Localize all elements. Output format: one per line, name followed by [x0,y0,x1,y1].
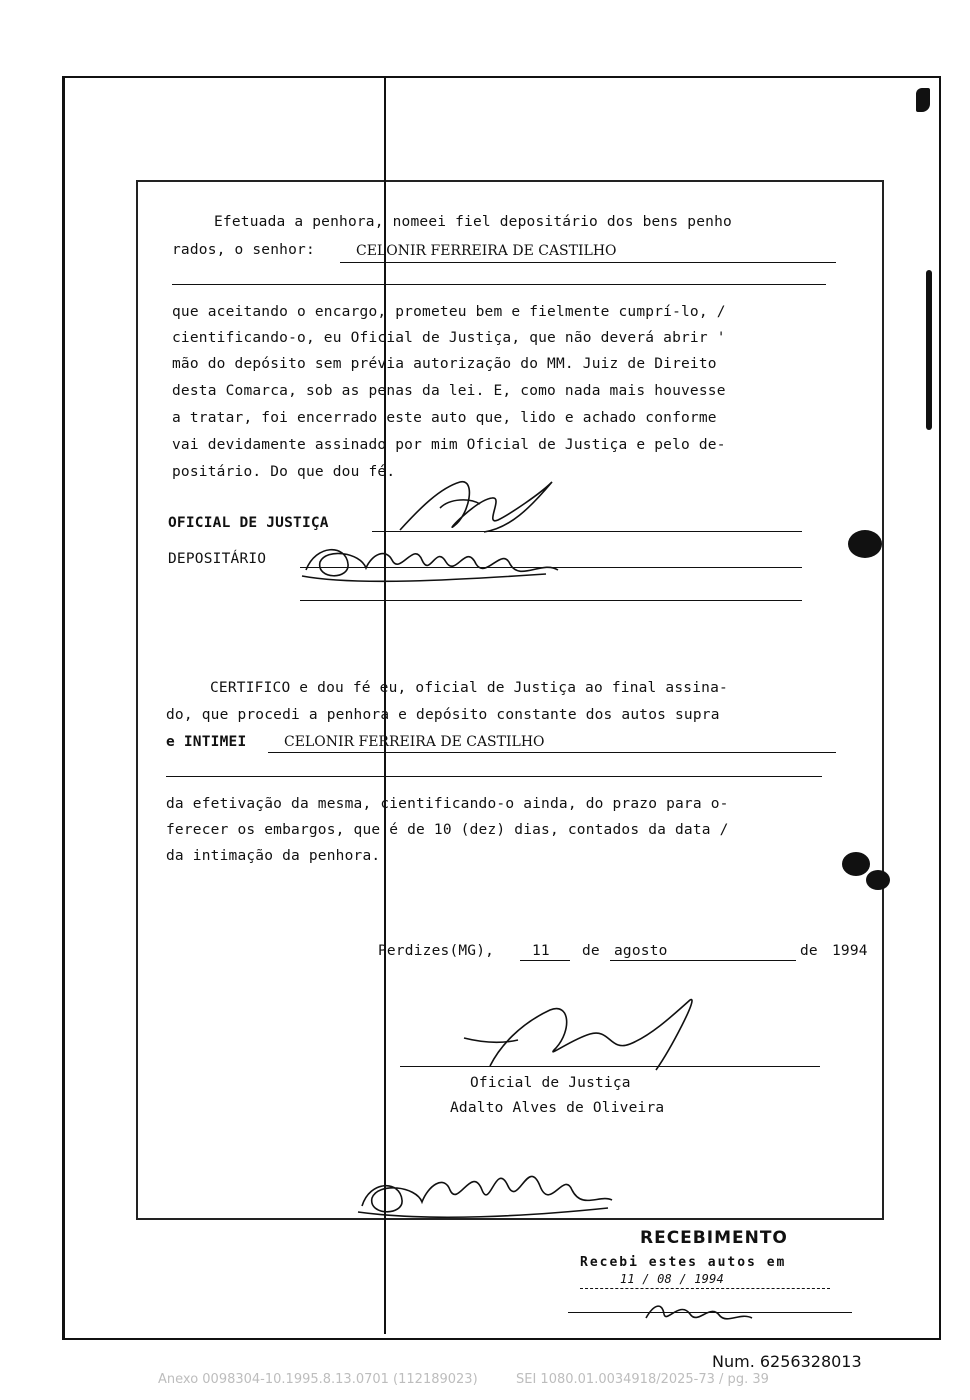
date-month-underline [610,960,796,961]
intimated-name: CELONIR FERREIRA DE CASTILHO [284,734,545,750]
paragraph1b-line1: que aceitando o encargo, prometeu bem e fielmente cumprí-lo, / [172,304,726,320]
scan-fold-line [384,78,386,1334]
receipt-signature-line [568,1312,852,1313]
document-number: Num. 6256328013 [712,1352,862,1371]
date-de1: de [582,943,600,959]
officer-signature-label: OFICIAL DE JUSTIÇA [168,515,329,531]
sei-reference: SEI 1080.01.0034918/2025-73 / pg. 39 [516,1372,769,1387]
name-underline [340,262,836,263]
receipt-title: RECEBIMENTO [640,1228,788,1248]
final-signature-title: Oficial de Justiça [470,1075,631,1091]
paragraph2-line1: CERTIFICO e dou fé eu, oficial de Justiça ao final assina- [210,680,728,696]
final-signature-line [400,1066,820,1067]
date-year: 1994 [832,943,868,959]
final-signature-name: Adalto Alves de Oliveira [450,1100,665,1116]
paragraph2b-line3: da intimação da penhora. [166,848,381,864]
depositary-signature-label: DEPOSITÁRIO [168,551,267,567]
paragraph1b-line3: mão do depósito sem prévia autorização do MM. Juiz de Direito [172,356,717,372]
paragraph2-line2: do, que procedi a penhora e depósito constante dos autos supra [166,707,720,723]
paragraph1b-line2: cientificando-o, eu Oficial de Justiça, que não deverá abrir ' [172,330,726,346]
paragraph1b-line6: vai devidamente assinado por mim Oficial de Justiça e pelo de- [172,437,726,453]
paragraph1b-line7: positário. Do que dou fé. [172,464,396,480]
ink-blot-3 [866,870,890,890]
paragraph2b-line1: da efetivação da mesma, cientificando-o ainda, do prazo para o- [166,796,729,812]
intimated-name-underline [268,752,836,753]
receipt-date: 11 / 08 / 1994 [620,1272,724,1286]
paragraph2b-line2: ferecer os embargos, que é de 10 (dez) dias, contados da data / [166,822,729,838]
scan-artifact-edge [926,270,932,430]
date-day: 11 [532,943,550,959]
depositary-signature-mark [296,530,576,590]
depositary-signature-line-2 [300,600,802,601]
date-de2: de [800,943,818,959]
date-month: agosto [614,943,668,959]
blank-line-2 [166,776,822,777]
receipt-date-line [580,1288,830,1289]
paragraph1b-line4: desta Comarca, sob as penas da lei. E, como nada mais houvesse [172,383,726,399]
depositary-name: CELONIR FERREIRA DE CASTILHO [356,243,617,259]
date-day-underline [520,960,570,961]
date-place: Perdizes(MG), [378,943,495,959]
ink-blot-2 [842,852,870,876]
receipt-text: Recebi estes autos em [580,1255,787,1270]
ink-blot-1 [848,530,882,558]
intimei-label: e INTIMEI [166,734,247,750]
receipt-signature-mark [640,1294,760,1328]
blank-line-1 [172,284,826,285]
paragraph1-line1: Efetuada a penhora, nomeei fiel depositário dos bens penho [214,214,732,230]
bottom-signature-mark [350,1150,620,1230]
paragraph1b-line5: a tratar, foi encerrado este auto que, lido e achado conforme [172,410,717,426]
annex-reference: Anexo 0098304-10.1995.8.13.0701 (112189023) [158,1372,478,1387]
paragraph1-line2: rados, o senhor: [172,242,315,258]
corner-mark [916,88,930,112]
